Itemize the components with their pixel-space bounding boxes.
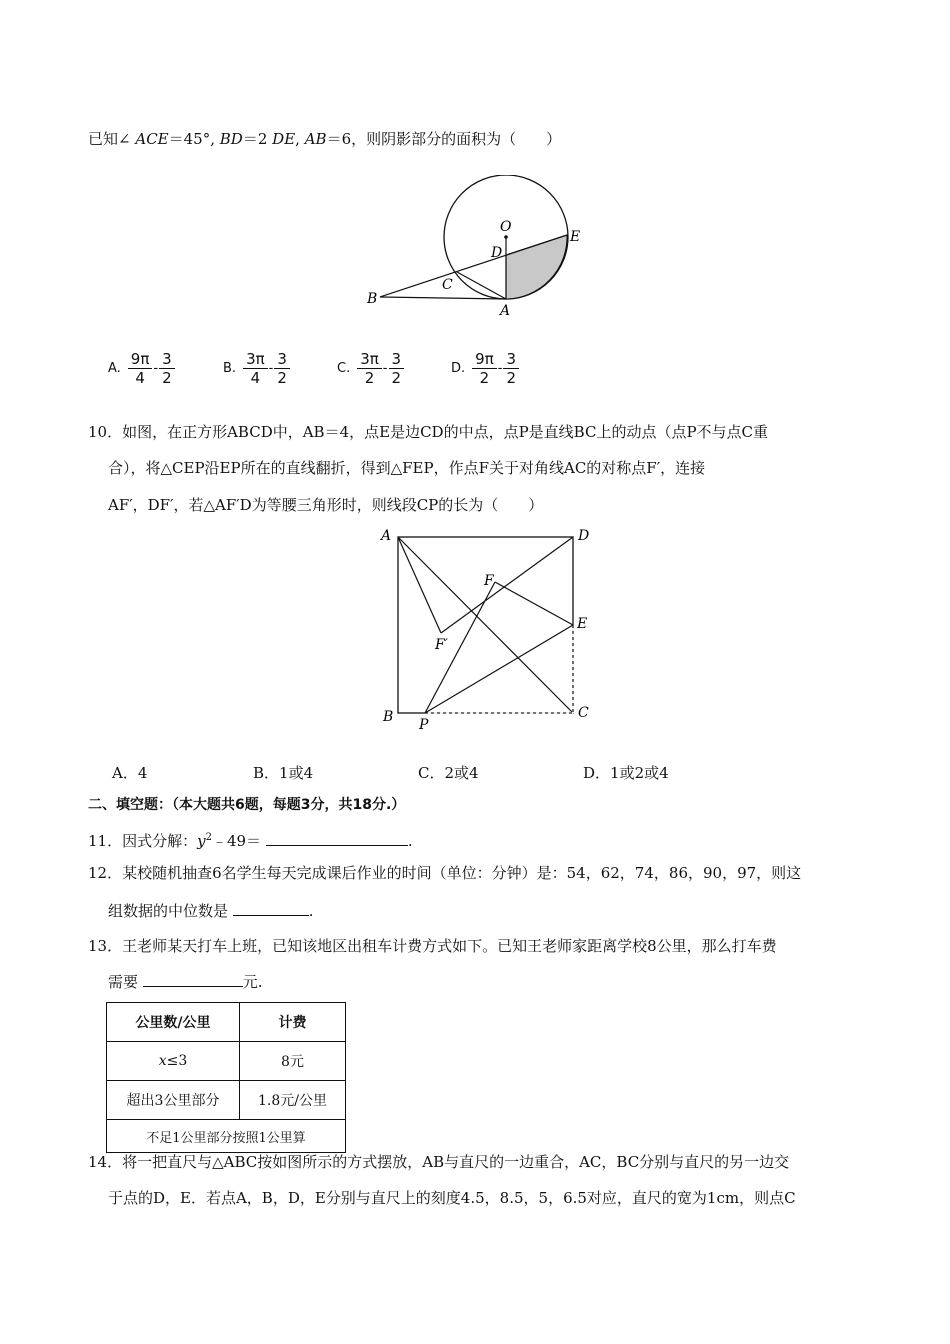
fare-table <box>106 1002 346 1153</box>
q11: 11．因式分解：$y^2﹣49=$ . <box>88 832 413 850</box>
q13-line-1: 13．王老师某天打车上班，已知该地区出租车计费方式如下。已知王老师家距离学校8公里，那么打车费 <box>88 937 777 955</box>
label-e: E <box>577 616 588 632</box>
q10-square-figure <box>375 525 600 735</box>
label-d: D <box>578 528 590 544</box>
q10-option-a: A．4 <box>112 764 148 782</box>
q10-option-c: C．2或4 <box>418 764 479 782</box>
diagonal-ac <box>398 537 573 713</box>
q14-line-2: 于点的D，E．若点A，B，D，E分别与直尺上的刻度4.5，8.5，5，6.5对应，直尺的宽为1cm，则点C <box>108 1189 796 1207</box>
label-e: E <box>570 229 581 245</box>
label-o: O <box>500 219 512 235</box>
q12-line-1: 12．某校随机抽查6名学生每天完成课后作业的时间（单位：分钟）是：54，62，74，86，90，97，则这 <box>88 864 802 882</box>
line-ba <box>380 297 506 299</box>
label-c: C <box>442 277 453 293</box>
q10-line-1: 10．如图，在正方形ABCD中，AB＝4，点E是边CD的中点，点P是直线BC上的动点（点P不与点C重 <box>88 423 769 441</box>
label-p: P <box>419 717 429 733</box>
table-cell-fee: 1.8元/公里 <box>240 1081 346 1120</box>
table-note: 不足1公里部分按照1公里算 <box>107 1120 346 1153</box>
table-row <box>107 1003 346 1042</box>
label-a: A <box>381 528 392 544</box>
label-b: B <box>383 709 394 725</box>
q10-option-b: B．1或4 <box>253 764 314 782</box>
q14-line-1: 14．将一把直尺与△ABC按如图所示的方式摆放，AB与直尺的一边重合，AC，BC分别与直尺的另一边交 <box>88 1153 790 1171</box>
table-header-fee: 计费 <box>240 1003 346 1042</box>
section-2-title: 二、填空题：（本大题共6题，每题3分，共18分.） <box>88 797 406 813</box>
q10-line-2: 合），将△CEP沿EP所在的直线翻折，得到△FEP，作点F关于对角线AC的对称点F′，连接 <box>108 459 706 477</box>
q9-option-b: B. $\frac{3\pi}{4}$ - $\frac{3}{2}$ <box>223 350 291 387</box>
q13-line-2: 需要 元. <box>108 973 263 991</box>
q11-answer-blank[interactable] <box>266 831 408 846</box>
line-df-prime <box>441 537 573 633</box>
table-cell-cond: 超出3公里部分 <box>107 1081 240 1120</box>
line-ca <box>457 272 506 299</box>
label-c: C <box>578 705 589 721</box>
line-af-prime <box>398 537 441 633</box>
q9-stem: 已知∠ ACE＝45°, BD＝2 DE, AB＝6，则阴影部分的面积为（ ） <box>88 130 562 148</box>
q10-option-d: D．1或2或4 <box>583 764 669 782</box>
q13-answer-blank[interactable] <box>143 972 243 987</box>
table-header-distance: 公里数/公里 <box>107 1003 240 1042</box>
table-row <box>107 1120 346 1153</box>
label-a: A <box>500 303 511 319</box>
label-d: D <box>491 245 503 261</box>
label-f-prime: F′ <box>435 637 448 653</box>
angle-icon: ∠ <box>118 130 131 148</box>
q12-answer-blank[interactable] <box>233 901 309 916</box>
point-o <box>504 235 508 239</box>
line-fe <box>495 582 573 625</box>
q9-option-c: C. $\frac{3\pi}{2}$ - $\frac{3}{2}$ <box>337 350 405 387</box>
label-b: B <box>367 291 378 307</box>
q10-line-3: AF′，DF′，若△AF′D为等腰三角形时，则线段CP的长为（ ） <box>108 496 544 514</box>
q9-circle-figure <box>360 175 600 325</box>
table-row <box>107 1042 346 1081</box>
q9-option-a: A. $\frac{9\pi}{4}$ - $\frac{3}{2}$ <box>108 350 176 387</box>
table-cell-fee: 8元 <box>240 1042 346 1081</box>
label-f: F <box>484 573 494 589</box>
table-cell-cond: x≤3 <box>107 1042 240 1081</box>
table-row <box>107 1081 346 1120</box>
q12-line-2: 组数据的中位数是 . <box>108 902 314 920</box>
q9-option-d: D. $\frac{9\pi}{2}$ - $\frac{3}{2}$ <box>451 350 520 387</box>
